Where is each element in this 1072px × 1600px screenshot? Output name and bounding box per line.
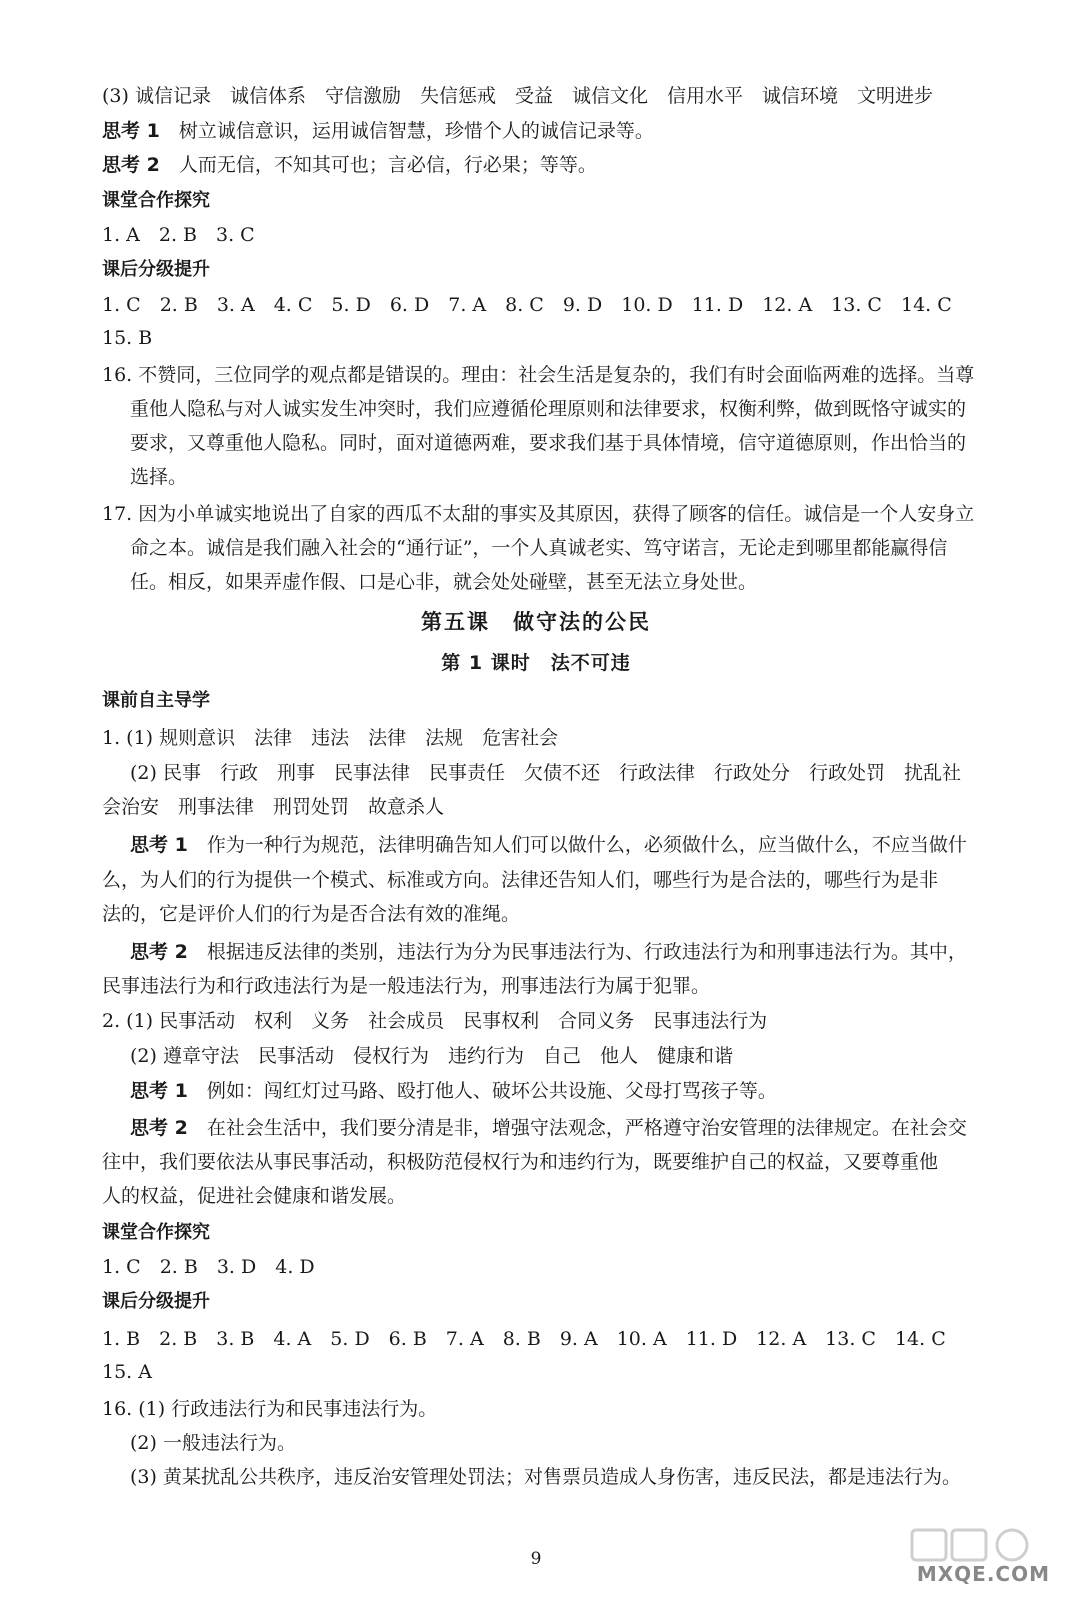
answer-paragraph-line: 17. 因为小单诚实地说出了自家的西瓜不太甜的事实及其原因，获得了顾客的信任。诚信是一个人安身立 xyxy=(102,503,975,525)
answers-line: 1. A 2. B 3. C xyxy=(102,224,255,246)
watermark-text: MXQE.COM xyxy=(916,1562,1050,1586)
answer-paragraph-line: 重他人隐私与对人诚实发生冲突时，我们应遵循伦理原则和法律要求，权衡利弊，做到既恪守诚实的 xyxy=(130,398,967,420)
think-1-line xyxy=(130,1080,1022,1102)
lesson-title: 第五课 做守法的公民 xyxy=(421,610,651,634)
answer-paragraph-line: 命之本。诚信是我们融入社会的“通行证”，一个人真诚老实、笃守诺言，无论走到哪里都能赢得信 xyxy=(130,537,948,559)
page-number: 9 xyxy=(530,1549,542,1569)
answers-line: 15. A xyxy=(102,1361,152,1383)
answers-line: 1. (1) 规则意识 法律 违法 法律 法规 危害社会 xyxy=(102,727,559,749)
answer-paragraph-line: 16. 不赞同，三位同学的观点都是错误的。理由：社会生活是复杂的，我们有时会面临两难的选择。当尊 xyxy=(102,364,975,386)
answer-paragraph-line: 么，为人们的行为提供一个模式、标准或方向。法律还告知人们，哪些行为是合法的，哪些行为是非 xyxy=(102,869,939,891)
think-label: 思考 2 xyxy=(130,941,188,963)
answers-line: 16. (1) 行政违法行为和民事违法行为。 xyxy=(102,1398,438,1420)
line-3-keywords: (3) 诚信记录 诚信体系 守信激励 失信惩戒 受益 诚信文化 信用水平 诚信环境 文明进步 xyxy=(102,85,933,107)
think-1-line xyxy=(102,120,1022,142)
answer-paragraph-line: 往中，我们要依法从事民事活动，积极防范侵权行为和违约行为，既要维护自己的权益，又要尊重他 xyxy=(102,1151,939,1173)
think-label: 思考 2 xyxy=(130,1117,188,1139)
answers-line: 1. B 2. B 3. B 4. A 5. D 6. B 7. A 8. B 9. A 10. A 11. D 12. A 13. C 14. C xyxy=(102,1328,946,1350)
think-1-line xyxy=(130,834,1022,856)
answer-paragraph-line: 民事违法行为和行政违法行为是一般违法行为，刑事违法行为属于犯罪。 xyxy=(102,975,711,997)
section-heading: 课堂合作探究 xyxy=(102,1222,210,1243)
answer-paragraph-line: 任。相反，如果弄虚作假、口是心非，就会处处碰壁，甚至无法立身处世。 xyxy=(130,571,758,593)
think-text: 例如：闯红灯过马路、殴打他人、破坏公共设施、父母打骂孩子等。 xyxy=(206,1080,777,1102)
answers-line: (2) 一般违法行为。 xyxy=(130,1432,296,1454)
think-2-line xyxy=(102,154,1022,176)
section-heading: 课前自主导学 xyxy=(102,690,210,711)
think-text: 树立诚信意识，运用诚信智慧，珍惜个人的诚信记录等。 xyxy=(178,120,654,142)
think-label: 思考 1 xyxy=(130,834,188,856)
section-heading: 课堂合作探究 xyxy=(102,190,210,211)
answer-paragraph-line: 要求，又尊重他人隐私。同时，面对道德两难，要求我们基于具体情境，信守道德原则，作出恰当的 xyxy=(130,432,967,454)
think-2-line xyxy=(130,1117,1022,1139)
think-text: 根据违反法律的类别，违法行为分为民事违法行为、行政违法行为和刑事违法行为。其中， xyxy=(206,941,967,963)
think-2-line xyxy=(130,941,1022,963)
think-text: 在社会生活中，我们要分清是非，增强守法观念，严格遵守治安管理的法律规定。在社会交 xyxy=(206,1117,967,1139)
think-label: 思考 1 xyxy=(130,1080,188,1102)
answer-paragraph-line: 法的，它是评价人们的行为是否合法有效的准绳。 xyxy=(102,903,521,925)
answers-line: (2) 民事 行政 刑事 民事法律 民事责任 欠债不还 行政法律 行政处分 行政处罚 扰乱社 xyxy=(130,762,961,784)
section-heading: 课后分级提升 xyxy=(102,259,210,280)
session-title: 第 1 课时 法不可违 xyxy=(441,652,631,674)
answers-line: 15. B xyxy=(102,327,153,349)
think-text: 人而无信，不知其可也；言必信，行必果；等等。 xyxy=(178,154,597,176)
answer-paragraph-line: 人的权益，促进社会健康和谐发展。 xyxy=(102,1185,407,1207)
think-text: 作为一种行为规范，法律明确告知人们可以做什么，必须做什么，应当做什么，不应当做什 xyxy=(206,834,967,856)
answer-paragraph-line: 选择。 xyxy=(130,466,188,488)
answers-line: 会治安 刑事法律 刑罚处罚 故意杀人 xyxy=(102,796,445,818)
answers-line: 1. C 2. B 3. D 4. D xyxy=(102,1256,315,1278)
answers-line: (2) 遵章守法 民事活动 侵权行为 违约行为 自己 他人 健康和谐 xyxy=(130,1045,733,1067)
answers-line: 1. C 2. B 3. A 4. C 5. D 6. D 7. A 8. C 9. D 10. D 11. D 12. A 13. C 14. C xyxy=(102,294,952,316)
answers-line: 2. (1) 民事活动 权利 义务 社会成员 民事权利 合同义务 民事违法行为 xyxy=(102,1010,768,1032)
answers-line: (3) 黄某扰乱公共秩序，违反治安管理处罚法；对售票员造成人身伤害，违反民法，都是违法行为。 xyxy=(130,1466,961,1488)
think-label: 思考 1 xyxy=(102,120,160,142)
think-label: 思考 2 xyxy=(102,154,160,176)
section-heading: 课后分级提升 xyxy=(102,1291,210,1312)
